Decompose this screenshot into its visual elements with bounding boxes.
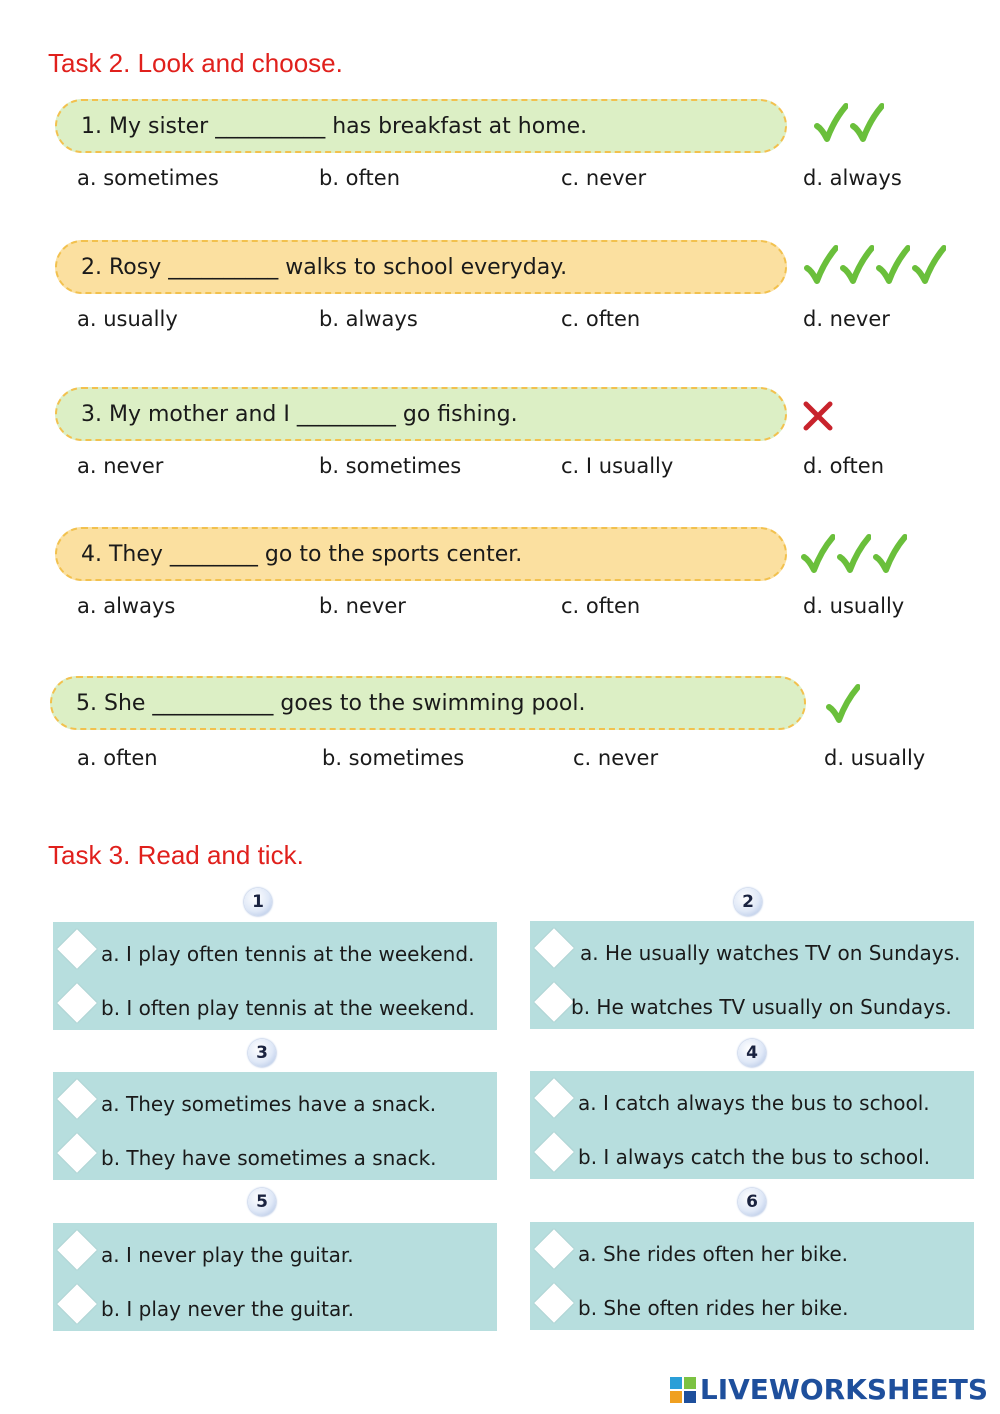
- diamond-checkbox-icon[interactable]: [57, 1230, 97, 1270]
- task3-title: Task 3. Read and tick.: [48, 840, 304, 870]
- tick-group-6: [530, 1222, 974, 1330]
- tick-group-5: [53, 1223, 497, 1331]
- number-badge-1: 1: [244, 888, 272, 916]
- option-1c[interactable]: c. never: [561, 166, 647, 190]
- liveworksheets-logo: [670, 1373, 988, 1406]
- option-4c[interactable]: c. often: [561, 594, 641, 618]
- tick-label: a. I catch always the bus to school.: [578, 1091, 930, 1115]
- option-3d[interactable]: d. often: [803, 454, 885, 478]
- tick-label: b. She often rides her bike.: [578, 1296, 849, 1320]
- tick-option-5b[interactable]: [53, 1287, 497, 1331]
- number-badge-5: 5: [248, 1188, 276, 1216]
- question-1: 1. My sister __________ has breakfast at home.: [55, 99, 787, 153]
- tick-label: b. I often play tennis at the weekend.: [101, 996, 475, 1020]
- cross-icon: [801, 399, 835, 433]
- check-icon: [826, 683, 860, 725]
- tick-option-2a[interactable]: [530, 931, 974, 975]
- tick-label: b. I play never the guitar.: [101, 1297, 355, 1321]
- check-icon: [876, 244, 910, 286]
- option-4d[interactable]: d. usually: [803, 594, 905, 618]
- tick-label: a. They sometimes have a snack.: [101, 1092, 437, 1116]
- liveworksheets-mark-icon: [670, 1377, 696, 1403]
- options-row-1: [0, 166, 1000, 196]
- tick-label: b. He watches TV usually on Sundays.: [571, 995, 952, 1019]
- tick-option-5a[interactable]: [53, 1233, 497, 1277]
- check-icon: [801, 533, 835, 575]
- check-icon: [912, 244, 946, 286]
- diamond-checkbox-icon[interactable]: [57, 1284, 97, 1324]
- options-row-5: [0, 746, 1000, 776]
- tick-option-3a[interactable]: [53, 1082, 497, 1126]
- question-4: 4. They ________ go to the sports center.: [55, 527, 787, 581]
- options-row-3: [0, 454, 1000, 484]
- option-4a[interactable]: a. always: [77, 594, 176, 618]
- diamond-checkbox-icon[interactable]: [534, 1283, 574, 1323]
- number-badge-3: 3: [248, 1039, 276, 1067]
- diamond-checkbox-icon[interactable]: [57, 1079, 97, 1119]
- options-row-2: [0, 307, 1000, 337]
- option-1d[interactable]: d. always: [803, 166, 902, 190]
- tick-option-1a[interactable]: [53, 932, 497, 976]
- diamond-checkbox-icon[interactable]: [534, 928, 574, 968]
- tick-label: a. I never play the guitar.: [101, 1243, 354, 1267]
- tick-group-4: [530, 1071, 974, 1179]
- check-icon: [873, 533, 907, 575]
- frequency-marks-4: [801, 533, 907, 575]
- option-2b[interactable]: b. always: [319, 307, 418, 331]
- number-badge-6: 6: [738, 1188, 766, 1216]
- tick-option-1b[interactable]: [53, 986, 497, 1030]
- tick-group-3: [53, 1072, 497, 1180]
- check-icon: [840, 244, 874, 286]
- frequency-marks-2: [804, 244, 946, 286]
- tick-label: a. He usually watches TV on Sundays.: [580, 941, 961, 965]
- question-2: 2. Rosy __________ walks to school everyday.: [55, 240, 787, 294]
- frequency-marks-5: [826, 683, 860, 725]
- option-4b[interactable]: b. never: [319, 594, 406, 618]
- option-2c[interactable]: c. often: [561, 307, 641, 331]
- option-2a[interactable]: a. usually: [77, 307, 178, 331]
- tick-label: a. I play often tennis at the weekend.: [101, 942, 475, 966]
- diamond-checkbox-icon[interactable]: [57, 1133, 97, 1173]
- frequency-marks-3: [801, 399, 835, 433]
- brand-name: LIVEWORKSHEETS: [699, 1373, 988, 1406]
- option-5c[interactable]: c. never: [573, 746, 659, 770]
- tick-option-6a[interactable]: [530, 1232, 974, 1276]
- tick-label: b. They have sometimes a snack.: [101, 1146, 437, 1170]
- options-row-4: [0, 594, 1000, 624]
- option-1b[interactable]: b. often: [319, 166, 401, 190]
- option-3a[interactable]: a. never: [77, 454, 164, 478]
- option-3b[interactable]: b. sometimes: [319, 454, 462, 478]
- question-3: 3. My mother and I _________ go fishing.: [55, 387, 787, 441]
- option-5a[interactable]: a. often: [77, 746, 158, 770]
- diamond-checkbox-icon[interactable]: [534, 1078, 574, 1118]
- tick-option-4a[interactable]: [530, 1081, 974, 1125]
- tick-option-4b[interactable]: [530, 1135, 974, 1179]
- diamond-checkbox-icon[interactable]: [57, 929, 97, 969]
- check-icon: [804, 244, 838, 286]
- diamond-checkbox-icon[interactable]: [534, 1132, 574, 1172]
- option-5b[interactable]: b. sometimes: [322, 746, 465, 770]
- tick-option-6b[interactable]: [530, 1286, 974, 1330]
- option-5d[interactable]: d. usually: [824, 746, 926, 770]
- check-icon: [850, 102, 884, 144]
- tick-option-2b[interactable]: [530, 985, 974, 1029]
- option-2d[interactable]: d. never: [803, 307, 890, 331]
- option-1a[interactable]: a. sometimes: [77, 166, 219, 190]
- option-3c[interactable]: c. I usually: [561, 454, 674, 478]
- number-badge-4: 4: [738, 1039, 766, 1067]
- question-5: 5. She ___________ goes to the swimming pool.: [50, 676, 806, 730]
- frequency-marks-1: [814, 102, 884, 144]
- diamond-checkbox-icon[interactable]: [534, 982, 574, 1022]
- tick-label: a. She rides often her bike.: [578, 1242, 849, 1266]
- tick-group-2: [530, 921, 974, 1029]
- check-icon: [837, 533, 871, 575]
- task2-title: Task 2. Look and choose.: [48, 48, 343, 78]
- diamond-checkbox-icon[interactable]: [534, 1229, 574, 1269]
- tick-label: b. I always catch the bus to school.: [578, 1145, 931, 1169]
- number-badge-2: 2: [734, 888, 762, 916]
- tick-option-3b[interactable]: [53, 1136, 497, 1180]
- check-icon: [814, 102, 848, 144]
- tick-group-1: [53, 922, 497, 1030]
- diamond-checkbox-icon[interactable]: [57, 983, 97, 1023]
